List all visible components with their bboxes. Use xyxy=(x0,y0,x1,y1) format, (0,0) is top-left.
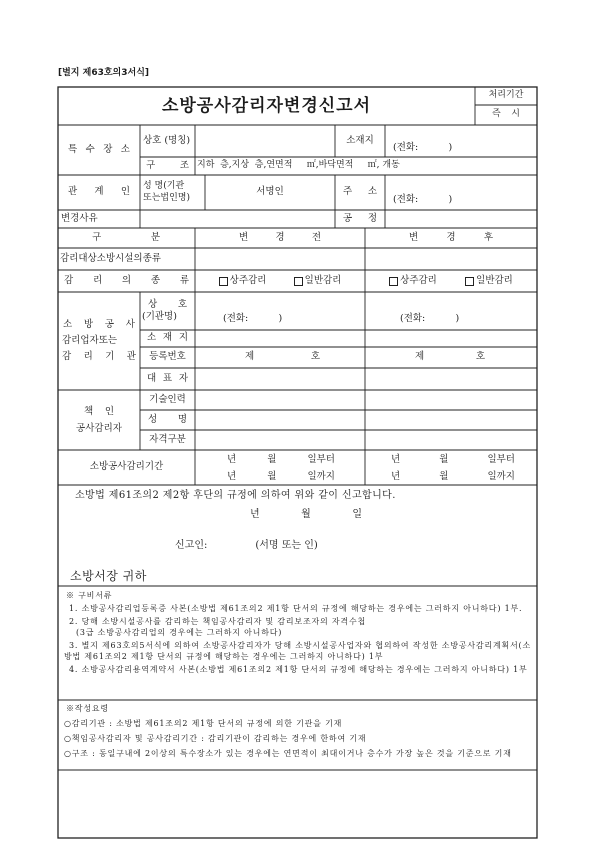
column-header-after xyxy=(365,228,537,248)
related-person-phone: (전화: ) xyxy=(393,194,453,206)
structure-value: 지하 층,지상 층,연면적 ㎡,바닥면적 ㎡, 개동 xyxy=(197,160,400,171)
supervision-type-before xyxy=(195,270,365,292)
instruction-item: ○감리기관 : 소방법 제61조의2 제1항 단서의 규정에 의한 기관을 기재 xyxy=(64,719,343,728)
required-document-note: (3급 소방공사감리업의 경우에는 그러하지 아니하다) xyxy=(76,627,283,637)
special-place-label xyxy=(58,125,140,175)
processing-period-label: 처리기간 xyxy=(488,90,524,101)
contractor-phone-before: (전화: ) xyxy=(223,313,283,325)
process-label-text: 공 정 xyxy=(343,212,377,224)
resident-supervision-option xyxy=(219,275,267,287)
contractor-location-label xyxy=(140,330,195,347)
contractor-location-label-text: 소 재 지 xyxy=(147,332,188,344)
address-label xyxy=(335,175,385,210)
related-person-label-text: 관 계 인 xyxy=(68,186,130,198)
required-document-item: 3. 별지 제63호의5서식에 의하여 소방공사감리자가 당해 소방시설공사업자와 협의하여 작성한 소방공사감리계획서(소방법 제61조의2 제1항 단서의 규정에 해당하는 경우에는 그러하지 아니하다) 1부 xyxy=(64,640,531,661)
required-document-item: 4. 소방공사감리용역계약서 사본(소방법 제61조의2 제1항 단서의 규정에 해당하는 경우에는 그러하지 아니하다) 1부 xyxy=(69,664,528,674)
change-reason-label: 변경사유 xyxy=(61,212,98,224)
option-label: 일반감리 xyxy=(304,274,342,286)
qualification-label: 자격구분 xyxy=(149,433,186,445)
contractor-phone-after: (전화: ) xyxy=(400,313,460,325)
contractor-label-line: 소 방 공 사 xyxy=(63,319,135,330)
related-person-label xyxy=(58,175,140,210)
chief-supervisor-label-line: 책 인 xyxy=(84,406,114,417)
signer-label: 서명인 xyxy=(256,186,284,198)
option-label: 상주감리 xyxy=(400,274,437,286)
supervision-period-label: 소방공사감리기간 xyxy=(89,461,164,473)
period-from: 년 월 일부터 xyxy=(227,453,335,465)
process-label xyxy=(335,210,385,228)
instruction-item: ○책임공사감리자 및 공사감리기간 : 감리기관이 감리하는 경우에 한하여 기재 xyxy=(64,734,367,743)
processing-period-value xyxy=(475,105,537,125)
required-documents-title: ※ 구비서류 xyxy=(66,591,113,600)
general-supervision-option xyxy=(294,275,342,287)
contractor-name-label xyxy=(140,292,195,330)
general-supervision-option xyxy=(465,275,513,287)
contractor-label-line: 감 리 기 관 xyxy=(62,351,136,362)
reporter-line xyxy=(175,536,395,554)
supervision-type-label xyxy=(58,270,195,292)
checkbox-box xyxy=(294,277,303,286)
facility-types-label: 감리대상소방시설의종류 xyxy=(60,252,161,264)
required-document-item: 1. 소방공사감리업등록증 사본(소방법 제61조의2 제1항 단서의 규정에 해당하는 경우에는 그러하지 아니하다) 1부. xyxy=(69,603,523,613)
special-place-name-label: 상호 (명칭) xyxy=(143,134,191,146)
period-from: 년 월 일부터 xyxy=(391,453,515,465)
supervisor-name-label xyxy=(140,410,195,430)
supervision-period-before xyxy=(195,450,365,485)
declaration-statement: 소방법 제61조의2 제2항 후단의 규정에 의하여 위와 같이 신고합니다. xyxy=(75,489,396,501)
registration-number-before-text: 제 호 xyxy=(245,351,320,363)
column-header-before xyxy=(195,228,365,248)
column-header-category xyxy=(58,228,195,248)
period-to: 년 월 일까지 xyxy=(227,470,335,482)
resident-supervision-option xyxy=(389,275,437,287)
name-label-line: 또는법인명) xyxy=(143,192,190,203)
related-person-name-label xyxy=(140,175,205,210)
required-documents-box xyxy=(58,586,537,700)
structure-label xyxy=(140,157,195,175)
instructions-box xyxy=(58,700,537,770)
column-header-category-text: 구 분 xyxy=(92,231,160,243)
contractor-label-line: 감리업자또는 xyxy=(62,335,118,346)
column-header-before-text: 변 경 전 xyxy=(239,231,321,243)
structure-label-text: 구 조 xyxy=(146,159,189,171)
registration-number-after-text: 제 호 xyxy=(415,351,485,363)
special-place-phone: (전화: ) xyxy=(393,142,453,154)
supervisor-name-label-text: 성 명 xyxy=(148,413,187,425)
registration-number-after xyxy=(365,347,537,368)
supervision-period-after xyxy=(365,450,537,485)
instruction-item: ○구조 : 동일구내에 2이상의 특수장소가 있는 경우에는 연면적이 최대이거나 층수가 가장 높은 것을 기준으로 기재 xyxy=(64,749,512,758)
supervision-type-after xyxy=(365,270,537,292)
representative-label-text: 대 표 자 xyxy=(147,372,188,384)
form-number: [별지 제63호의3서식] xyxy=(58,68,150,79)
registration-number-before xyxy=(195,347,365,368)
period-to: 년 월 일까지 xyxy=(391,470,515,482)
form-title: 소방공사감리자변경신고서 xyxy=(161,95,372,116)
checkbox-box xyxy=(219,277,228,286)
addressee: 소방서장 귀하 xyxy=(70,569,147,584)
contractor-name-label-line: 상 호 xyxy=(148,298,187,310)
representative-label xyxy=(140,368,195,390)
checkbox-box xyxy=(389,277,398,286)
required-document-item: 2. 당해 소방시설공사를 감리하는 책임공사감리자 및 감리보조자의 자격수첩 xyxy=(69,616,366,626)
engineer-label: 기술인력 xyxy=(149,393,186,405)
declaration-date-text: 년 월 일 xyxy=(250,508,362,520)
option-label: 일반감리 xyxy=(476,274,513,286)
registration-number-label: 등록번호 xyxy=(149,351,186,363)
chief-supervisor-label xyxy=(58,390,140,450)
special-place-location-label: 소재지 xyxy=(346,134,374,146)
address-label-text: 주 소 xyxy=(343,186,377,198)
special-place-label-text: 특 수 장 소 xyxy=(68,143,130,155)
reporter-label: 신고인: xyxy=(175,539,208,551)
column-header-after-text: 변 경 후 xyxy=(409,231,493,243)
name-label-line: 성 명(기관 xyxy=(143,180,185,191)
processing-period-value-text: 즉 시 xyxy=(492,109,520,120)
signature-hint: (서명 또는 인) xyxy=(255,539,318,551)
supervision-type-label-text: 감 리 의 종 류 xyxy=(64,274,189,286)
declaration-date xyxy=(250,506,362,522)
contractor-name-label-line: (기관명) xyxy=(142,311,177,322)
checkbox-box xyxy=(465,277,474,286)
chief-supervisor-label-line: 공사감리자 xyxy=(76,423,122,434)
option-label: 상주감리 xyxy=(229,274,267,286)
contractor-group-label xyxy=(58,292,140,390)
instructions-title: ※작성요령 xyxy=(66,704,109,713)
